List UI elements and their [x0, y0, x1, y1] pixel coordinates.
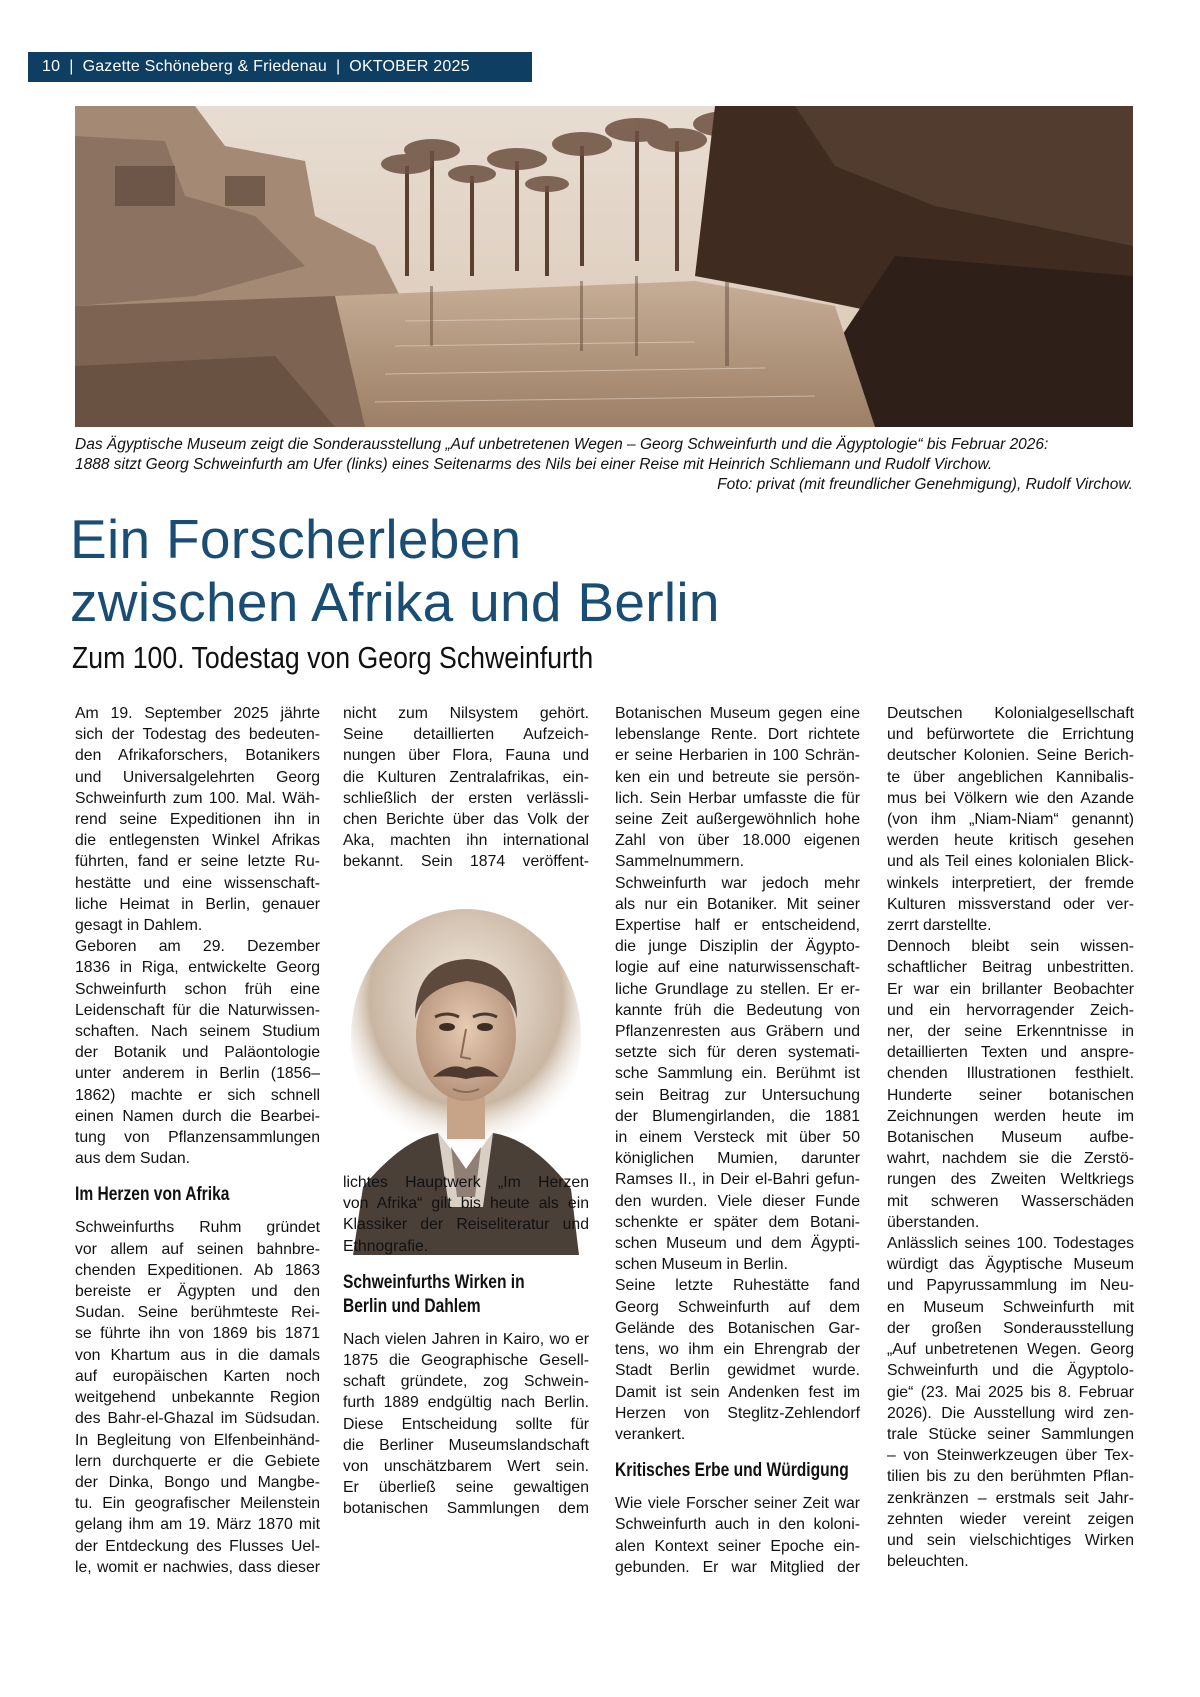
text-line: tilien bis zu den berühmten Pflan- [887, 1468, 1134, 1486]
text-line: sche Sammlung ein. Berühmt ist [615, 1065, 860, 1083]
text-line: er seine Herbarien in 100 Schrän- [615, 747, 860, 765]
text-line: detaillierten Texten und anspre- [887, 1044, 1134, 1062]
text-line: tu. Ein geografischer Meilenstein [75, 1495, 320, 1513]
text-line: schenkte er später dem Botani- [615, 1213, 860, 1231]
text-line: Kulturen missverstand oder ver- [887, 895, 1134, 913]
text-line: schaftlicher Beitrag unbestritten. [887, 959, 1134, 977]
paragraph [343, 703, 589, 873]
text-line: lern durchquerte er die Gebiete [75, 1452, 320, 1470]
text-line: zehnten wieder vereint zeigen [887, 1510, 1134, 1528]
article-column-2-continued [343, 1172, 589, 1520]
text-line: chenden Illustrationen festhielt. [887, 1065, 1134, 1083]
text-line: und Papyrussammlung im Neu- [887, 1277, 1134, 1295]
text-line: verankert. [615, 1425, 686, 1443]
text-line: 2026). Die Ausstellung wird zen- [887, 1404, 1134, 1422]
text-line: Schweinfurth schon früh eine [75, 980, 320, 998]
text-line: den wurden. Viele dieser Funde [615, 1192, 860, 1210]
text-line: und ein hervorragender Zeich- [887, 1001, 1134, 1019]
text-line: Seine detaillierten Aufzeich- [343, 726, 589, 744]
headline-line: Ein Forscherleben [70, 508, 522, 570]
text-line: führten, fand er seine letzte Ru- [75, 853, 320, 871]
text-line: Klassiker der Reiseliteratur und [343, 1216, 589, 1234]
text-line: chen Berichte über das Volk der [343, 811, 589, 829]
text-line: die junge Disziplin der Ägypto- [615, 938, 860, 956]
text-line: Ethnografie. [343, 1237, 429, 1255]
text-line: Aka, machten ihn international [343, 832, 589, 850]
text-line: Ramses II., in Deir el-Bahri gefun- [615, 1171, 860, 1189]
text-line: liche Grundlage zu stellen. Er er- [615, 980, 860, 998]
section-heading: Im Herzen von Afrika [75, 1184, 230, 1206]
text-line: Leidenschaft für die Naturwissen- [75, 1001, 320, 1019]
text-line: Zeichnungen werden heute im [887, 1107, 1134, 1125]
text-line: schließlich der ersten verlässli- [343, 789, 589, 807]
text-line: Sammelnummern. [615, 853, 745, 871]
caption-line: Das Ägyptische Museum zeigt die Sonderausstellung „Auf unbetretenen Wegen – Georg Schweinfurth und die Ägyptologie“ bis Februar 2026: [75, 436, 1049, 453]
text-line: in einem Versteck mit über 50 [615, 1129, 860, 1147]
text-line: überstanden. [887, 1213, 980, 1231]
text-line: und als Teil eines kolonialen Blick- [887, 853, 1134, 871]
paragraph [887, 1233, 1134, 1572]
text-line: Schweinfurth zum 100. Mal. Wäh- [75, 789, 320, 807]
text-line: Zahl von über 18.000 eigenen [615, 832, 860, 850]
text-line: werden heute kritisch gesehen [887, 832, 1134, 850]
text-line: te über angeblichen Kannibalis- [887, 768, 1134, 786]
paragraph [887, 703, 1134, 936]
text-line: von unschätzbarem Wert sein. [343, 1458, 589, 1476]
caption-line: 1888 sitzt Georg Schweinfurth am Ufer (links) eines Seitenarms des Nils bei einer Reise mit Heinrich Schliemann und Rudolf Virchow. [75, 456, 993, 473]
text-line: die Kulturen Zentralafrikas, ein- [343, 768, 589, 786]
text-line: liche Heimat in Berlin, genauer [75, 895, 320, 913]
text-line: Expertise half er entscheidend, [615, 917, 860, 935]
text-line: schaften. Nach seinem Studium [75, 1023, 320, 1041]
text-line: von Afrika“ gilt bis heute als ein [343, 1195, 589, 1213]
issue-date: OKTOBER 2025 [349, 58, 470, 75]
text-line: alen Kontext seiner Epoche ein- [615, 1537, 860, 1555]
section-heading: Berlin und Dahlem [343, 1295, 481, 1317]
text-line: schaft gründete, zog Schwein- [343, 1373, 589, 1391]
text-line: rungen des Zweiten Weltkriegs [887, 1171, 1134, 1189]
text-line: Hunderte seiner botanischen [887, 1086, 1134, 1104]
text-line: trale Stücke seiner Sammlungen [887, 1425, 1134, 1443]
text-line: winkels interpretiert, der fremde [887, 874, 1134, 892]
text-line: – von Steinwerkzeugen über Tex- [887, 1447, 1134, 1465]
text-line: In Begleitung von Elfenbeinhänd- [75, 1431, 320, 1449]
text-line: Er überließ seine gewaltigen [343, 1479, 589, 1497]
text-line: lichtes Hauptwerk „Im Herzen [343, 1174, 589, 1191]
text-line: der Entdeckung des Flusses Uel- [75, 1537, 320, 1555]
text-line: würdigt das Ägyptische Museum [887, 1256, 1134, 1274]
text-line: ner, der seine Erkenntnisse in [887, 1023, 1134, 1041]
text-line: Schweinfurths Ruhm gründet [75, 1219, 320, 1237]
text-line: Am 19. September 2025 jährte [75, 705, 320, 722]
text-line: nicht zum Nilsystem gehört. [343, 705, 589, 722]
text-line: Botanischen Museum aufbe- [887, 1129, 1134, 1147]
paragraph [615, 703, 860, 873]
text-line: Botanischen Museum gegen eine [615, 705, 860, 722]
text-line: le, womit er nachwies, dass dieser [75, 1558, 320, 1576]
text-line: sein Beitrag zur Untersuchung [615, 1086, 860, 1104]
text-line: des Bahr-el-Ghazal im Südsudan. [75, 1410, 320, 1428]
text-line: Schweinfurth und die Ägyptolo- [887, 1362, 1134, 1380]
text-line: zenkränzen – erstmals seit Jahr- [887, 1489, 1134, 1507]
text-line: mit schweren Wasserschäden [887, 1192, 1134, 1210]
text-line: der Dinka, Bongo und Mangbe- [75, 1473, 320, 1491]
text-line: aus dem Sudan. [75, 1150, 191, 1168]
text-line: wahrt, nachdem sie die Zerstö- [887, 1150, 1134, 1168]
text-line: Er war ein brillanter Beobachter [887, 980, 1134, 998]
text-line: Dennoch bleibt sein wissen- [887, 938, 1134, 956]
article-column-3 [615, 703, 860, 1578]
text-line: bekannt. Sein 1874 veröffent- [343, 853, 589, 871]
text-line: Diese Entscheidung sollte für [343, 1415, 589, 1433]
text-line: Geboren am 29. Dezember [75, 938, 320, 956]
text-line: ken ein und betreute sie persön- [615, 768, 860, 786]
publication-name: Gazette Schöneberg & Friedenau [82, 58, 327, 75]
paragraph [75, 703, 320, 936]
text-line: Nach vielen Jahren in Kairo, wo er [343, 1330, 589, 1348]
header-separator: | [335, 58, 341, 75]
text-line: gesagt in Dahlem. [75, 917, 203, 935]
article-column-4 [887, 703, 1134, 1572]
text-line: en Museum Schweinfurth mit [887, 1298, 1134, 1316]
text-line: seine Zeit außergewöhnlich hohe [615, 811, 860, 829]
section-heading: Schweinfurths Wirken in [343, 1271, 525, 1293]
nile-photo [75, 106, 1133, 427]
headline-line: zwischen Afrika und Berlin [70, 571, 720, 633]
text-line: logie auf eine naturwissenschaft- [615, 959, 860, 977]
text-line: „Auf unbetretenen Wegen. Georg [887, 1341, 1134, 1359]
text-line: die Berliner Museumslandschaft [343, 1436, 589, 1454]
text-line: Georg Schweinfurth auf dem [615, 1298, 860, 1316]
text-line: gie“ (23. Mai 2025 bis 8. Februar [887, 1383, 1134, 1401]
text-line: Stadt Berlin gewidmet wurde. [615, 1362, 860, 1380]
text-line: Seine letzte Ruhestätte fand [615, 1277, 860, 1295]
text-line: (von ihm „Niam-Niam“ genannt) [887, 811, 1134, 829]
paragraph [887, 936, 1134, 1233]
text-line: und Universalgelehrten Georg [75, 768, 320, 786]
text-line: furth 1889 endgültig nach Berlin. [343, 1394, 589, 1412]
text-line: rend seine Expeditionen ihn in [75, 811, 320, 829]
text-line: botanischen Sammlungen dem [343, 1500, 589, 1518]
text-line: lebenslange Rente. Dort richtete [615, 726, 860, 744]
text-line: und sein vielschichtiges Wirken [887, 1531, 1134, 1549]
text-line: tung von Pflanzensammlungen [75, 1129, 320, 1147]
text-line: königlichen Mumien, darunter [615, 1150, 860, 1168]
text-line: setzte sich für deren systemati- [615, 1044, 860, 1062]
text-line: deutscher Kolonien. Seine Berich- [887, 747, 1134, 765]
text-line: zerrt darstellte. [887, 917, 992, 935]
headline [70, 508, 1150, 634]
text-line: bereiste er Ägypten und den [75, 1283, 320, 1301]
text-line: als nur ein Botaniker. Mit seiner [615, 895, 860, 913]
text-line: Anlässlich seines 100. Todestages [887, 1235, 1134, 1253]
text-line: lich. Sein Herbar umfasste die für [615, 789, 860, 807]
article-column-1 [75, 703, 320, 1578]
text-line: einen Namen durch die Bearbei- [75, 1107, 320, 1125]
text-line: und befürwortete die Errichtung [887, 726, 1134, 744]
paragraph [343, 1172, 589, 1257]
text-line: auf europäischen Karten noch [75, 1367, 320, 1385]
paragraph [615, 1493, 860, 1578]
text-line: se führte ihn von 1869 bis 1871 [75, 1325, 320, 1343]
text-line: von Khartum aus in die damals [75, 1346, 320, 1364]
text-line: schen Museum in Berlin. [615, 1256, 788, 1274]
photo-credit: Foto: privat (mit freundlicher Genehmigung), Rudolf Virchow. [717, 476, 1133, 493]
paragraph [615, 873, 860, 1276]
text-line: 1875 die Geographische Gesell- [343, 1352, 589, 1370]
text-line: Deutschen Kolonialgesellschaft [887, 705, 1134, 722]
header-separator: | [69, 58, 74, 75]
text-line: der Botanik und Paläontologie [75, 1044, 320, 1062]
text-line: Gelände des Botanischen Gar- [615, 1319, 860, 1337]
page-header [28, 52, 532, 82]
text-line: Schweinfurth auch in den koloni- [615, 1516, 860, 1534]
text-line: 1836 in Riga, entwickelte Georg [75, 959, 320, 977]
text-line: die entlegensten Winkel Afrikas [75, 832, 320, 850]
text-line: tens, wo ihm ein Ehrengrab der [615, 1341, 860, 1359]
text-line: chenden Expeditionen. Ab 1863 [75, 1261, 320, 1279]
paragraph [75, 936, 320, 1169]
article-column-2 [343, 703, 589, 873]
text-line: vor allem auf seinen bahnbre- [75, 1240, 320, 1258]
paragraph [343, 1329, 589, 1520]
text-line: Schweinfurth war jedoch mehr [615, 874, 860, 892]
page-number: 10 [42, 58, 61, 75]
text-line: beleuchten. [887, 1553, 969, 1571]
text-line: sich der Todestag des bedeuten- [75, 726, 320, 744]
text-line: nungen über Flora, Fauna und [343, 747, 589, 765]
text-line: Sudan. Seine berühmteste Rei- [75, 1304, 320, 1322]
photo-caption [75, 435, 1133, 495]
text-line: der Blumengirlanden, die 1881 [615, 1107, 860, 1125]
text-line: den Afrikaforschers, Botanikers [75, 747, 320, 765]
text-line: weitgehend unbekannte Region [75, 1389, 320, 1407]
subheadline: Zum 100. Todestag von Georg Schweinfurth [72, 640, 594, 675]
paragraph [615, 1275, 860, 1445]
text-line: Damit ist sein Andenken fest im [615, 1383, 860, 1401]
text-line: hestätte und eine wissenschaft- [75, 874, 320, 892]
paragraph [75, 1217, 320, 1577]
text-line: 1862) machte er sich schnell [75, 1086, 320, 1104]
text-line: Wie viele Forscher seiner Zeit war [615, 1495, 860, 1513]
text-line: gelang ihm am 19. März 1870 mit [75, 1516, 320, 1534]
text-line: Herzen von Steglitz-Zehlendorf [615, 1404, 860, 1422]
section-heading: Kritisches Erbe und Würdigung [615, 1460, 849, 1482]
text-line: Pflanzenresten aus Gräbern und [615, 1023, 860, 1041]
text-line: mus bei Völkern wie den Azande [887, 789, 1134, 807]
text-line: schen Museum und dem Ägypti- [615, 1235, 860, 1253]
text-line: der großen Sonderausstellung [887, 1319, 1134, 1337]
text-line: kannte früh die Bedeutung von [615, 1001, 860, 1019]
text-line: gebunden. Er war Mitglied der [615, 1558, 860, 1576]
text-line: unter anderem in Berlin (1856– [75, 1065, 320, 1083]
